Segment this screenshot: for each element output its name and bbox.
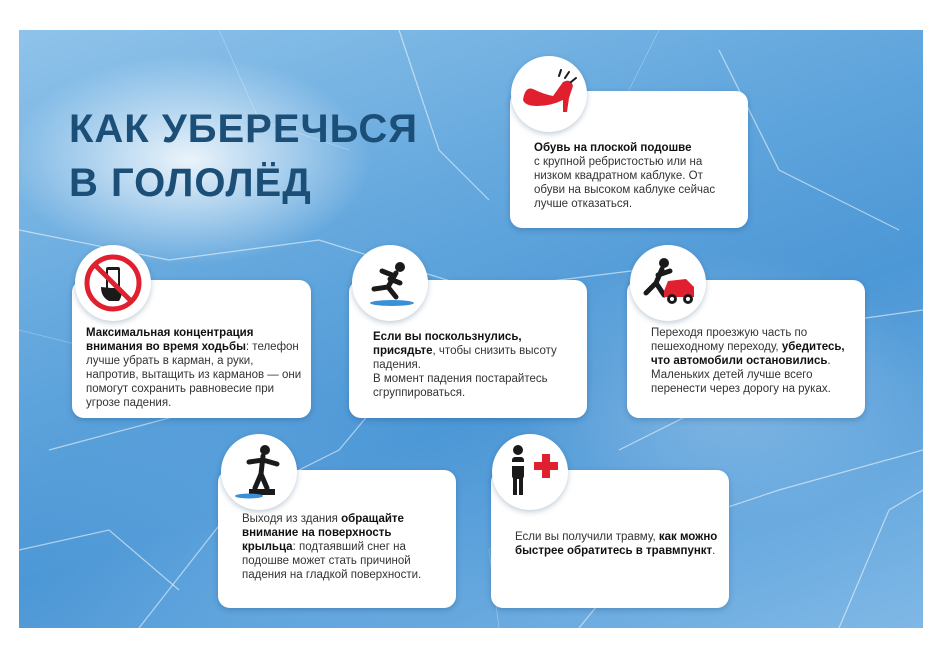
card-road-body: . Маленьких детей лучше всего перенести через дорогу на руках.	[651, 355, 831, 395]
badge-phone	[75, 245, 151, 321]
card-porch-body: : подтаявший снег на подошве может стать причиной падения на гладкой поверхности.	[242, 541, 422, 581]
card-porch-bold: обращайте внимание на поверхность крыльца	[242, 513, 404, 553]
card-shoes-bold: Обувь на плоской подошве	[534, 142, 692, 154]
card-slip-body-2: В момент падения постарайтесь сгруппироваться.	[373, 373, 548, 399]
card-phone-bold: Максимальная концентрация внимания во время ходьбы	[86, 327, 254, 353]
card-slip-body: , чтобы снизить высоту падения.	[373, 345, 557, 371]
person-on-porch-icon	[221, 434, 297, 510]
card-phone-body: : телефон лучше убрать в карман, а руки, напротив, вытащить из карманов — они помогут сохранить равновесие при угрозе падения.	[86, 341, 302, 409]
card-injury-body: .	[712, 545, 716, 557]
badge-shoes	[511, 56, 587, 132]
person-hit-by-car-icon	[630, 245, 706, 321]
card-road-text	[651, 326, 856, 396]
card-road-pre: Переходя проезжую часть по пешеходному переходу,	[651, 327, 808, 353]
card-road-bold: убедитесь, что автомобили остановились	[651, 341, 845, 367]
card-shoes-text	[534, 141, 734, 211]
title-line-2: В ГОЛОЛЁД	[69, 161, 312, 205]
card-phone-text	[86, 326, 302, 410]
poster	[19, 30, 923, 628]
slipping-person-icon	[352, 245, 428, 321]
badge-slip	[352, 245, 428, 321]
page-title	[69, 102, 418, 210]
card-injury-pre: Если вы получили травму,	[515, 531, 659, 543]
card-injury-text	[515, 530, 720, 558]
card-slip-bold: Если вы поскользнулись, присядьте	[373, 331, 522, 357]
card-porch-text	[242, 512, 447, 582]
card-slip-text	[373, 330, 578, 400]
card-injury-bold: как можно быстрее обратитесь в травмпункт	[515, 531, 718, 557]
badge-road	[630, 245, 706, 321]
title-line-1: КАК УБЕРЕЧЬСЯ	[69, 107, 418, 151]
card-porch-pre: Выходя из здания	[242, 513, 342, 525]
card-shoes-body: с крупной ребристостью или на низком квадратном каблуке. От обуви на высоком каблуке сейчас лучше отказаться.	[534, 156, 716, 210]
badge-porch	[221, 434, 297, 510]
no-phone-icon	[75, 245, 151, 321]
high-heel-icon	[511, 56, 587, 132]
badge-injury	[492, 434, 568, 510]
injured-person-first-aid-icon	[492, 434, 568, 510]
